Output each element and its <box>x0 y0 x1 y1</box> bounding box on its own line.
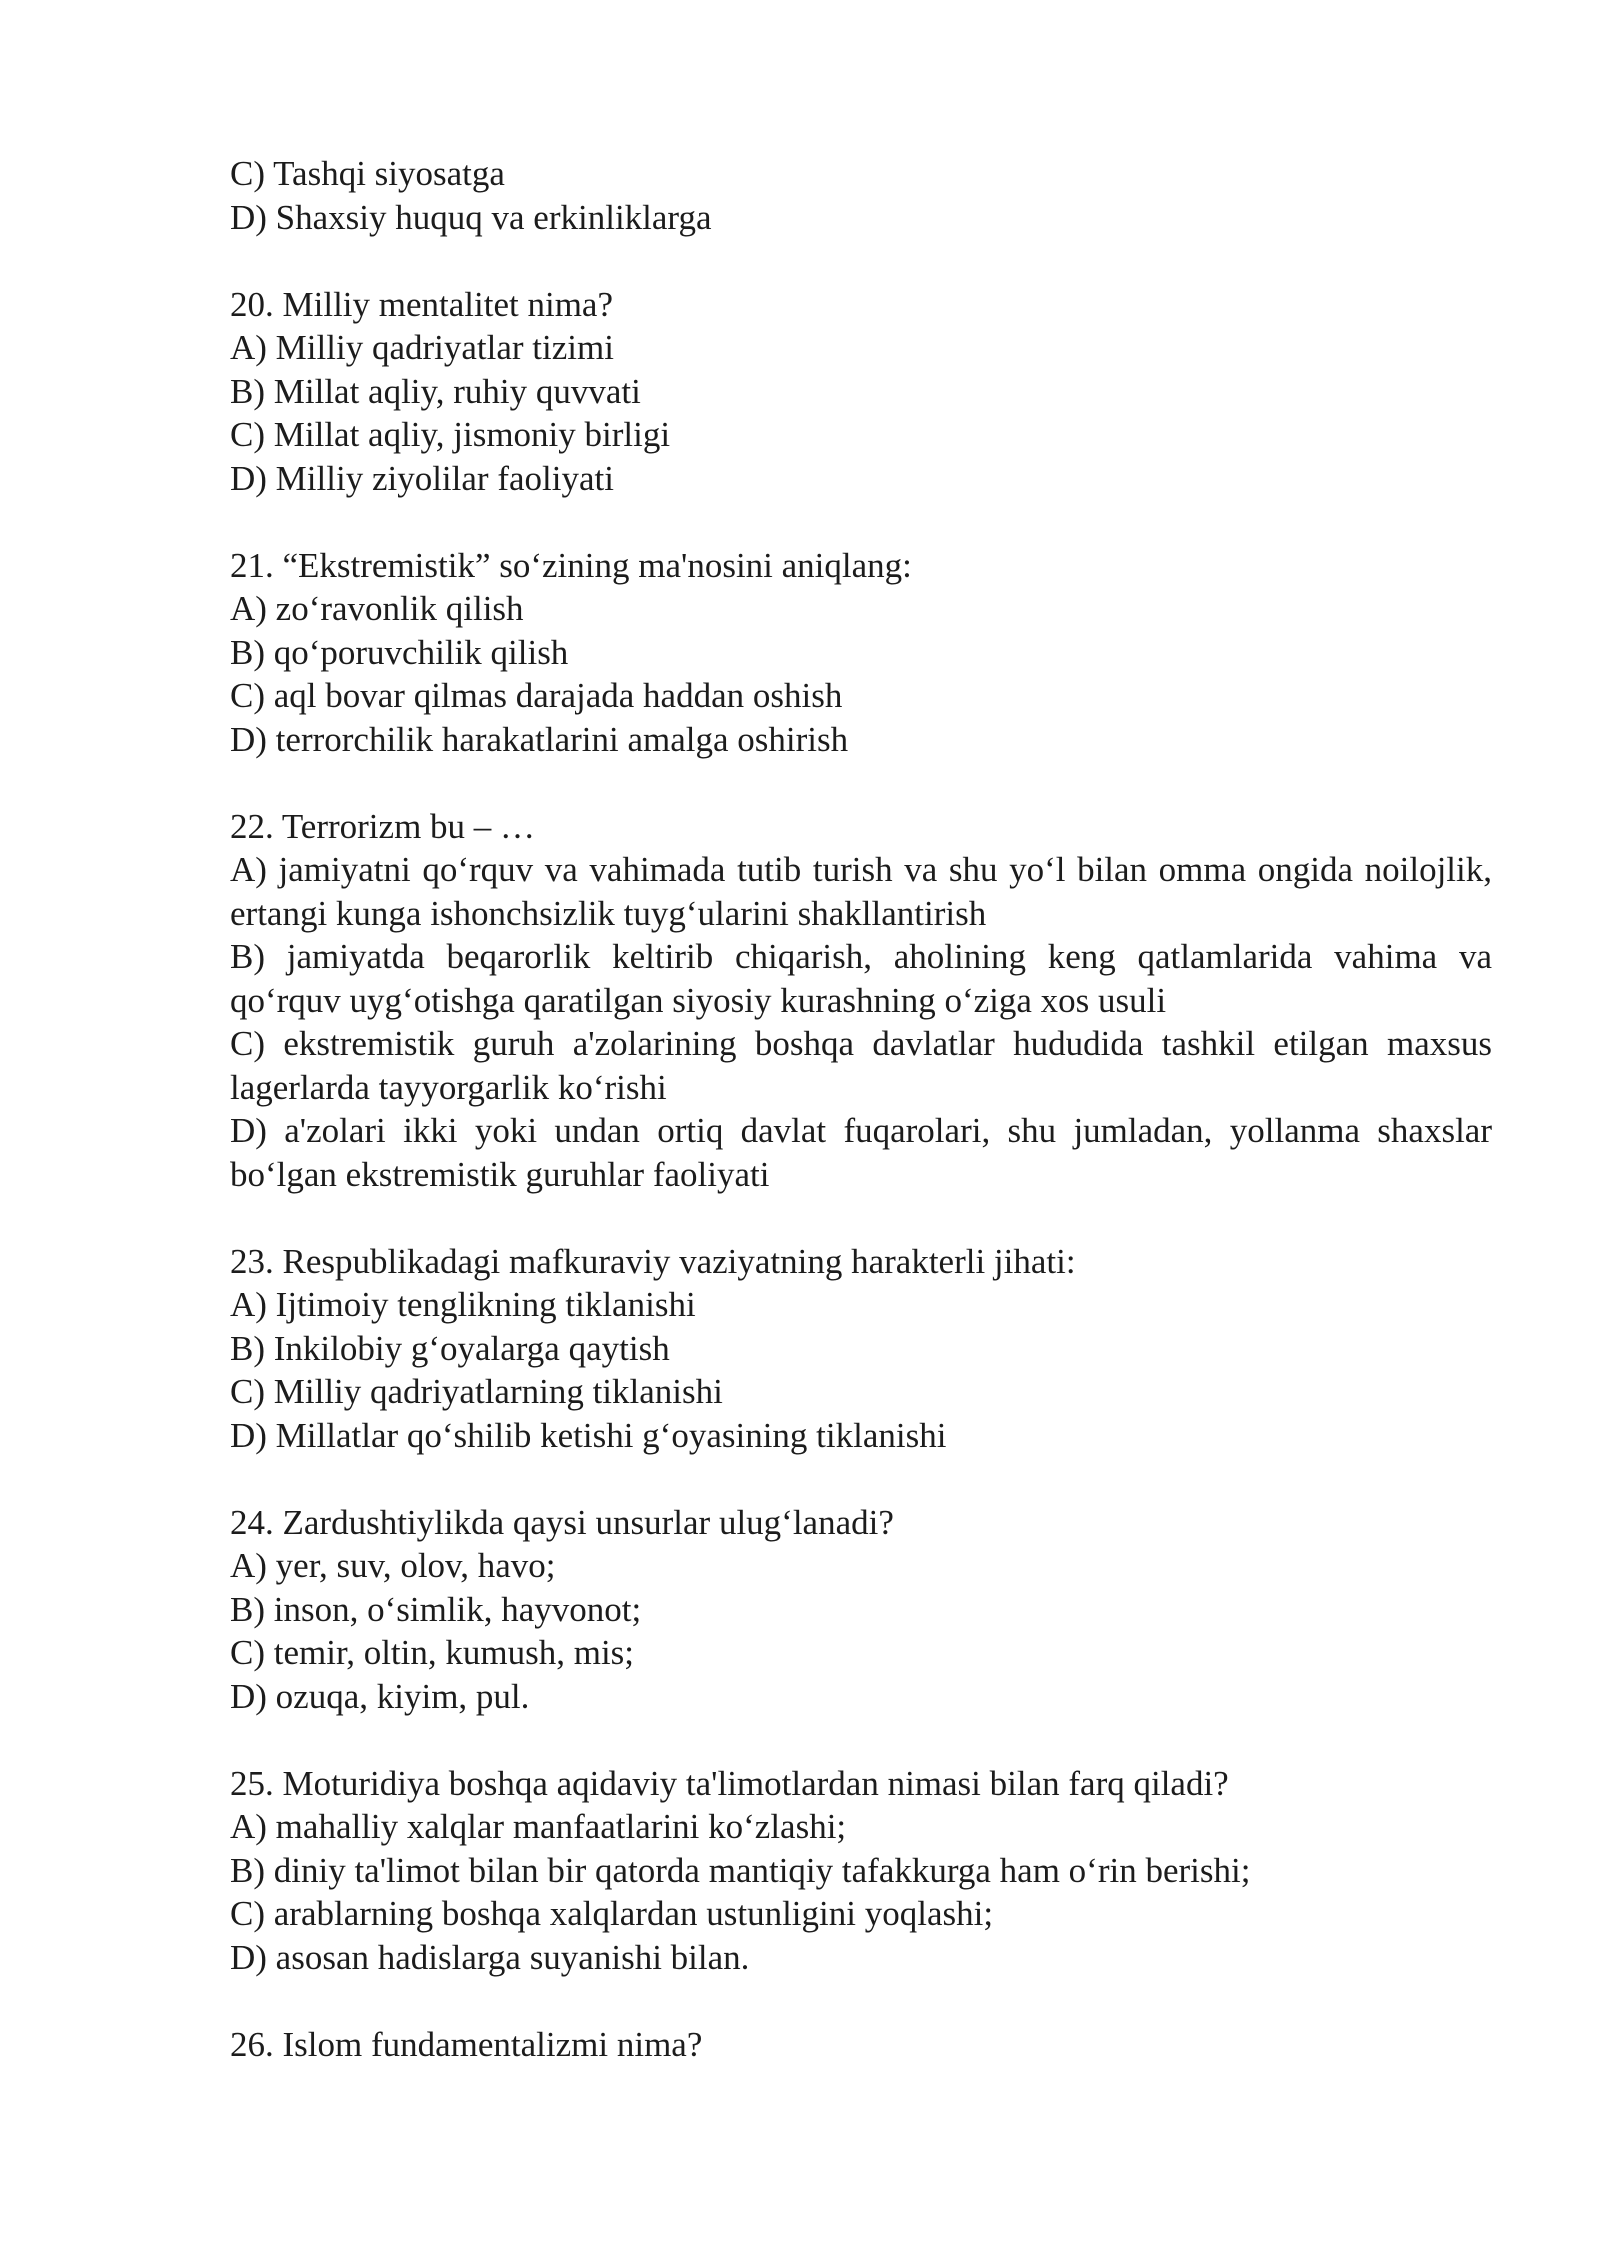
question-22 <box>230 805 1492 1197</box>
option-c: C) temir, oltin, kumush, mis; <box>230 1633 635 1672</box>
option-c: C) Milliy qadriyatlarning tiklanishi <box>230 1372 723 1411</box>
option-d: D) terrorchilik harakatlarini amalga oshirish <box>230 719 849 759</box>
option-a: A) Milliy qadriyatlar tizimi <box>230 328 614 367</box>
option-b: B) jamiyatda beqarorlik keltirib chiqarish, aholining keng qatlamlarida vahima va qo‘rquv uyg‘otishga qaratilgan siyosiy kurashning o‘ziga xos usuli <box>230 937 1492 1020</box>
option-a: A) zo‘ravonlik qilish <box>230 589 524 628</box>
question-25 <box>230 1762 1492 1980</box>
option-d: D) asosan hadislarga suyanishi bilan. <box>230 1937 750 1977</box>
question-20 <box>230 283 1492 501</box>
option-d: D) Shaxsiy huquq va erkinliklarga <box>230 197 712 237</box>
question-21 <box>230 544 1492 762</box>
option-b: B) qo‘poruvchilik qilish <box>230 632 569 672</box>
question-text: 22. Terrorizm bu – … <box>230 806 536 846</box>
option-a: A) jamiyatni qo‘rquv va vahimada tutib turish va shu yo‘l bilan omma ongida noilojlik, ertangi kunga ishonchsizlik tuyg‘ularini shakllantirish <box>230 850 1492 933</box>
question-23 <box>230 1240 1492 1458</box>
option-a: A) mahalliy xalqlar manfaatlarini ko‘zlashi; <box>230 1807 847 1846</box>
option-c: C) arablarning boshqa xalqlardan ustunligini yoqlashi; <box>230 1894 994 1933</box>
question-26 <box>230 2023 1492 2067</box>
option-c: C) Millat aqliy, jismoniy birligi <box>230 415 671 454</box>
option-a: A) Ijtimoiy tenglikning tiklanishi <box>230 1285 696 1324</box>
option-b: B) Inkilobiy g‘oyalarga qaytish <box>230 1328 670 1368</box>
question-text: 20. Milliy mentalitet nima? <box>230 284 613 324</box>
option-c: C) Tashqi siyosatga <box>230 154 505 193</box>
question-text: 23. Respublikadagi mafkuraviy vaziyatning harakterli jihati: <box>230 1241 1076 1281</box>
question-text: 24. Zardushtiylikda qaysi unsurlar ulug‘lanadi? <box>230 1502 894 1542</box>
document-page <box>230 152 1492 2110</box>
option-b: B) diniy ta'limot bilan bir qatorda mantiqiy tafakkurga ham o‘rin berishi; <box>230 1850 1251 1890</box>
option-c: C) ekstremistik guruh a'zolarining boshqa davlatlar hududida tashkil etilgan maxsus lagerlarda tayyorgarlik ko‘rishi <box>230 1024 1492 1107</box>
option-d: D) a'zolari ikki yoki undan ortiq davlat fuqarolari, shu jumladan, yollanma shaxslar bo‘lgan ekstremistik guruhlar faoliyati <box>230 1111 1492 1194</box>
option-d: D) ozuqa, kiyim, pul. <box>230 1676 530 1716</box>
option-d: D) Millatlar qo‘shilib ketishi g‘oyasining tiklanishi <box>230 1415 947 1455</box>
option-c: C) aql bovar qilmas darajada haddan oshish <box>230 676 843 715</box>
question-19-tail <box>230 152 1492 239</box>
option-b: B) Millat aqliy, ruhiy quvvati <box>230 371 641 411</box>
option-a: A) yer, suv, olov, havo; <box>230 1546 556 1585</box>
option-d: D) Milliy ziyolilar faoliyati <box>230 458 614 498</box>
question-24 <box>230 1501 1492 1719</box>
question-text: 21. “Ekstremistik” so‘zining ma'nosini aniqlang: <box>230 545 912 585</box>
question-text: 26. Islom fundamentalizmi nima? <box>230 2024 703 2064</box>
option-b: B) inson, o‘simlik, hayvonot; <box>230 1589 642 1629</box>
question-text: 25. Moturidiya boshqa aqidaviy ta'limotlardan nimasi bilan farq qiladi? <box>230 1763 1229 1803</box>
